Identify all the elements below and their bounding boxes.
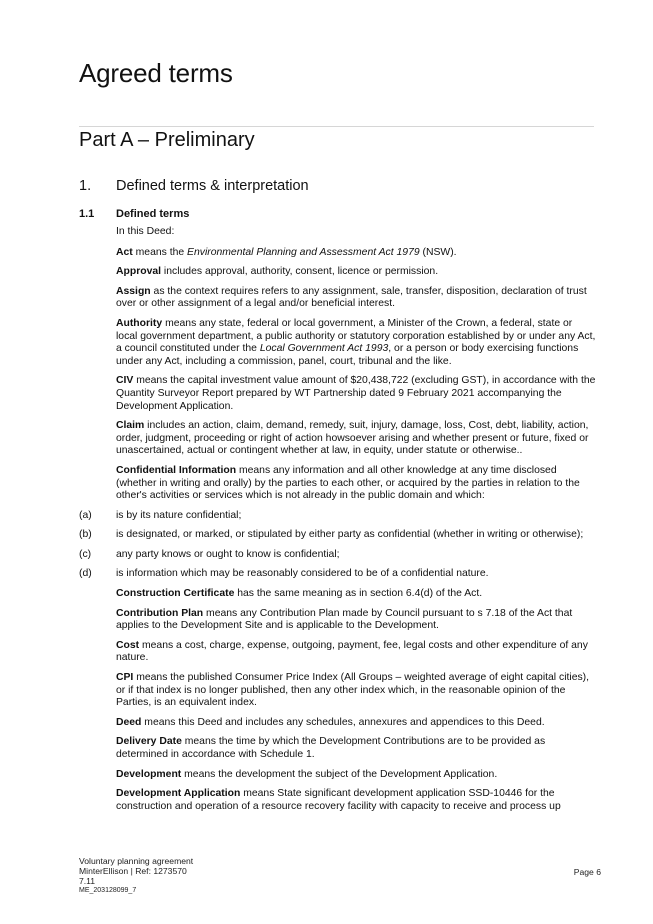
definition-text: as the context requires refers to any assignment, sale, transfer, disposition, declaration of trust over or other assignment of a legal and/or beneficial interest. <box>116 285 587 310</box>
definition-text: means any state, federal or local government, a Minister of the Crown, a federal, state or local government department, a public authority or statutory corporation established by or under any Act, a council constituted under the <box>116 317 596 355</box>
definition-text: has the same meaning as in section 6.4(d) of the Act. <box>234 588 483 600</box>
definition-assign <box>116 286 596 311</box>
definition-text: (NSW). <box>419 246 457 258</box>
definition-text: means any information and all other knowledge at any time disclosed (whether in writing and orally) by the parties to each other, or acquired by the parties in relation to the other's activities or services which is not already in the public domain and which: <box>116 464 580 502</box>
footer-doc-title: Voluntary planning agreement <box>79 856 194 866</box>
definition-term: Confidential Information <box>116 464 237 476</box>
definition-term: Development <box>116 768 182 780</box>
definition-text: means the <box>132 246 188 258</box>
definition-term: Deed <box>116 716 142 728</box>
subsection-title: Defined terms <box>116 208 190 220</box>
footer-version: 7.11 <box>79 876 96 886</box>
definition-cpi <box>116 672 596 710</box>
definition-text: means State significant development application SSD-10446 for the construction and operation of a resource recovery facility with capacity to receive and process up <box>116 788 561 812</box>
confidential-list <box>79 510 596 581</box>
definition-approval <box>116 266 596 279</box>
definition-term: Act <box>116 246 133 258</box>
list-item-text: is by its nature confidential; <box>116 509 242 521</box>
definition-term: Contribution Plan <box>116 607 204 619</box>
definition-term: Approval <box>116 266 162 278</box>
definition-cost <box>116 640 596 665</box>
definition-civ <box>116 375 596 413</box>
definition-deed <box>116 717 596 730</box>
definition-delivery-date <box>116 736 596 761</box>
page-title: Agreed terms <box>79 58 233 88</box>
definition-text: includes approval, authority, consent, licence or permission. <box>161 266 439 278</box>
definition-development <box>116 769 596 782</box>
list-item <box>79 510 596 523</box>
list-item-label: (b) <box>79 529 92 541</box>
list-item-label: (a) <box>79 509 92 521</box>
definition-claim <box>116 420 596 458</box>
definition-text: means the published Consumer Price Index (All Groups – weighted average of eight capital cities), or if that index is no longer published, then any other index which, in the reasonable opinion of the Parties, is an equivalent index. <box>116 672 590 709</box>
section-number: 1. <box>79 178 92 194</box>
page-number: Page 6 <box>573 867 601 877</box>
page-footer <box>79 856 193 896</box>
definition-text: means a cost, charge, expense, outgoing, payment, fee, legal costs and other expenditure of any nature. <box>116 639 588 664</box>
title-divider <box>79 126 594 127</box>
definition-term: Development Application <box>116 788 241 800</box>
part-heading: Part A – Preliminary <box>79 129 255 151</box>
section-title: Defined terms & interpretation <box>116 178 309 194</box>
definition-term: Authority <box>116 317 163 329</box>
definition-italic: Local Government Act 1993 <box>259 343 389 355</box>
definitions-body <box>79 226 596 820</box>
subsection-heading <box>79 208 189 220</box>
definition-term: Construction Certificate <box>116 588 235 600</box>
intro-text: In this Deed: <box>116 226 175 237</box>
definition-authority <box>116 318 596 368</box>
list-item-label: (c) <box>79 548 92 560</box>
list-item-label: (d) <box>79 568 92 580</box>
list-item <box>79 529 596 542</box>
definition-term: Assign <box>116 285 151 297</box>
definition-text: means this Deed and includes any schedules, annexures and appendices to this Deed. <box>141 716 545 728</box>
definition-text: means the development the subject of the Development Application. <box>181 768 498 780</box>
footer-reference: MinterEllison | Ref: 1273570 <box>79 866 187 876</box>
definition-text: means the capital investment value amount of $20,438,722 (excluding GST), in accordance with the Quantity Surveyor Report prepared by WT Partnership dated 9 February 2021 accompanying the Development Application. <box>116 375 596 412</box>
definition-italic: Environmental Planning and Assessment Act 1979 <box>187 246 420 258</box>
subsection-number: 1.1 <box>79 208 95 220</box>
footer-doc-id: ME_203128099_7 <box>79 887 137 894</box>
section-heading <box>79 178 309 194</box>
list-item-text: is information which may be reasonably considered to be of a confidential nature. <box>116 568 489 580</box>
definition-text: includes an action, claim, demand, remedy, suit, injury, damage, loss, Cost, debt, liability, action, order, judgment, proceeding or right of action howsoever arising and whether present or future, fixed or unascertained, actual or contingent whether at law, in equity, under statute or otherwise.. <box>116 420 589 457</box>
definition-construction-certificate <box>116 588 596 601</box>
definition-confidential-information <box>116 465 596 503</box>
definition-term: CIV <box>116 375 134 387</box>
definition-term: CPI <box>116 672 134 684</box>
definition-development-application <box>116 788 596 813</box>
list-item-text: any party knows or ought to know is confidential; <box>116 548 340 560</box>
list-item <box>79 549 596 562</box>
definition-term: Cost <box>116 639 140 651</box>
list-item <box>79 568 596 581</box>
definition-act <box>116 247 596 260</box>
definition-term: Claim <box>116 420 145 432</box>
definition-text: means any Contribution Plan made by Council pursuant to s 7.18 of the Act that applies to the Development Site and is applicable to the Development. <box>116 607 573 632</box>
definition-text: means the time by which the Development Contributions are to be provided as determined in accordance with Schedule 1. <box>116 736 546 760</box>
list-item-text: is designated, or marked, or stipulated by either party as confidential (whether in writing or otherwise); <box>116 529 584 541</box>
definition-contribution-plan <box>116 608 596 633</box>
definition-term: Delivery Date <box>116 736 182 748</box>
definition-text: , or a person or body exercising functions under any Act, including a commission, panel, court, tribunal and the like. <box>116 343 579 367</box>
